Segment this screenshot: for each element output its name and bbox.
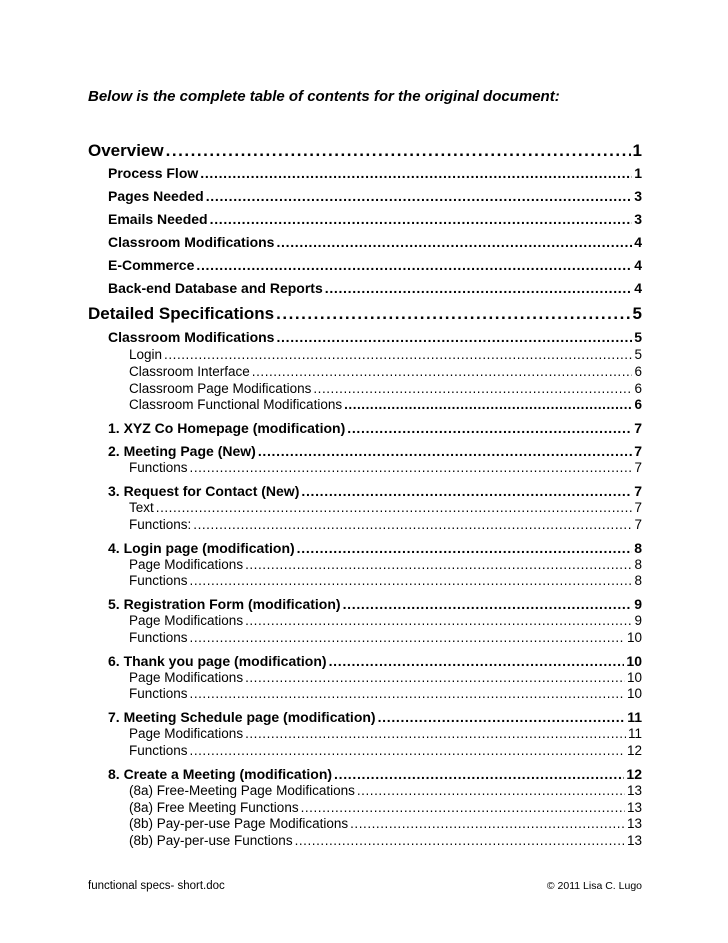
dot-leader [200,165,632,181]
dot-leader [357,783,625,798]
toc-entry-page: 13 [626,816,642,831]
toc-entry-page: 9 [634,596,642,612]
toc-entry-page: 13 [626,800,642,815]
dot-leader [156,500,633,515]
toc-entry-page: 4 [634,234,642,250]
toc-entry-contact-text[interactable] [129,500,642,515]
toc-entry-title: (8a) Free-Meeting Page Modifications [129,783,355,798]
toc-entry-title: E-Commerce [108,257,195,273]
toc-entry-e-commerce[interactable] [108,257,642,273]
footer-copyright: © 2011 Lisa C. Lugo [546,880,642,892]
toc-entry-title: Functions [129,743,188,758]
toc-entry-page: 10 [626,670,642,685]
toc-entry-page: 8 [634,573,642,588]
dot-leader [164,347,632,362]
toc-entry-page: 13 [626,783,642,798]
toc-entry-page: 13 [626,833,642,848]
toc-entry-title: Classroom Modifications [108,329,275,345]
dot-leader [245,726,626,741]
toc-entry-detailed-specifications[interactable] [88,304,642,324]
dot-leader [196,257,632,273]
dot-leader [350,816,625,831]
toc-entry-free-meeting-functions[interactable] [129,800,642,815]
toc-entry-process-flow[interactable] [108,165,642,181]
toc-entry-page: 3 [634,188,642,204]
dot-leader [276,234,632,250]
dot-leader [252,364,633,379]
toc-entry-page: 12 [626,743,642,758]
toc-entry-login[interactable] [129,347,642,362]
toc-entry-title: (8b) Pay-per-use Page Modifications [129,816,349,831]
toc-entry-meeting-schedule-functions[interactable] [129,743,642,758]
toc-entry-title: 4. Login page (modification) [108,540,295,556]
toc-entry-registration-form[interactable] [108,596,642,612]
toc-entry-page: 11 [627,726,642,741]
toc-entry-thank-you-page[interactable] [108,653,642,669]
dot-leader [210,211,633,227]
dot-leader [301,800,625,815]
dot-leader [295,833,625,848]
toc-entry-overview[interactable] [88,141,642,161]
dot-leader [245,613,632,628]
toc-entry-classroom-page-modifications[interactable] [129,381,642,396]
toc-entry-page: 5 [634,347,642,362]
toc-entry-emails-needed[interactable] [108,211,642,227]
toc-entry-page: 4 [634,280,642,296]
dot-leader [190,460,633,475]
toc-entry-title: 6. Thank you page (modification) [108,653,327,669]
dot-leader [166,141,631,161]
toc-entry-pages-needed[interactable] [108,188,642,204]
dot-leader [347,420,632,436]
toc-entry-title: Detailed Specifications [88,304,275,323]
dot-leader [329,653,625,669]
dot-leader [276,329,632,345]
toc-entry-page: 7 [634,460,642,475]
toc-entry-classroom-modifications[interactable] [108,234,642,250]
toc-entry-login-page-modifications[interactable] [129,557,642,572]
toc-entry-title: 1. XYZ Co Homepage (modification) [108,420,346,436]
dot-leader [334,766,624,782]
dot-leader [297,540,633,556]
toc-entry-title: 5. Registration Form (modification) [108,596,341,612]
toc-entry-title: Functions [129,573,188,588]
dot-leader [258,443,632,459]
dot-leader [245,557,632,572]
toc-entry-classroom-modifications-detail[interactable] [108,329,642,345]
toc-entry-title: Page Modifications [129,726,244,741]
toc-entry-page: 6 [634,397,642,412]
toc-entry-page: 10 [626,686,642,701]
dot-leader [344,397,632,412]
toc-entry-title: Page Modifications [129,613,244,628]
dot-leader [245,670,625,685]
toc-entry-request-for-contact[interactable] [108,483,642,499]
toc-entry-pay-per-use-functions[interactable] [129,833,642,848]
dot-leader [343,596,633,612]
toc-entry-classroom-interface[interactable] [129,364,642,379]
dot-leader [325,280,632,296]
toc-entry-title: 8. Create a Meeting (modification) [108,766,333,782]
toc-entry-title: Pages Needed [108,188,204,204]
toc-entry-xyz-homepage[interactable] [108,420,642,436]
toc-entry-title: Page Modifications [129,670,244,685]
toc-entry-title: Classroom Modifications [108,234,275,250]
toc-entry-title: Text [129,500,154,515]
toc-entry-title: Back-end Database and Reports [108,280,323,296]
toc-entry-page: 3 [634,211,642,227]
toc-entry-thank-you-functions[interactable] [129,686,642,701]
toc-entry-title: Process Flow [108,165,199,181]
toc-entry-title: Functions [129,686,188,701]
toc-entry-title: (8a) Free Meeting Functions [129,800,299,815]
dot-leader [276,304,630,324]
toc-entry-title: Functions [129,630,188,645]
toc-entry-free-meeting-page-modifications[interactable] [129,783,642,798]
toc-entry-title: Classroom Interface [129,364,250,379]
toc-entry-page: 5 [634,329,642,345]
toc-entry-registration-page-modifications[interactable] [129,613,642,628]
dot-leader [313,381,632,396]
toc-entry-page: 6 [634,381,642,396]
toc-entry-title: Classroom Page Modifications [129,381,312,396]
toc-entry-page: 6 [634,364,642,379]
toc-entry-title: Page Modifications [129,557,244,572]
toc-entry-page: 7 [634,500,642,515]
toc-entry-title: Classroom Functional Modifications [129,397,343,412]
toc-entry-page: 8 [634,540,642,556]
toc-entry-page: 1 [634,165,642,181]
toc-entry-title: Emails Needed [108,211,208,227]
toc-entry-login-page[interactable] [108,540,642,556]
toc-entry-meeting-page[interactable] [108,443,642,459]
toc-entry-page: 7 [634,483,642,499]
toc-entry-page: 1 [632,141,642,160]
toc-entry-title: 2. Meeting Page (New) [108,443,256,459]
toc-entry-page: 11 [627,709,642,725]
toc-entry-page: 7 [634,420,642,436]
toc-entry-page: 7 [634,517,642,532]
dot-leader [190,686,625,701]
toc-entry-page: 7 [634,443,642,459]
toc-entry-registration-functions[interactable] [129,630,642,645]
toc-entry-title: Functions: [129,517,192,532]
toc-entry-login-functions[interactable] [129,573,642,588]
toc-entry-title: Functions [129,460,188,475]
toc-entry-title: 3. Request for Contact (New) [108,483,300,499]
toc-entry-create-a-meeting[interactable] [108,766,642,782]
toc-entry-title: (8b) Pay-per-use Functions [129,833,293,848]
toc-entry-meeting-schedule-page-modifications[interactable] [129,726,642,741]
toc-entry-thank-you-page-modifications[interactable] [129,670,642,685]
dot-leader [190,573,633,588]
toc-entry-page: 10 [626,653,642,669]
toc-entry-page: 10 [626,630,642,645]
toc-entry-page: 12 [626,766,642,782]
intro-text: Below is the complete table of contents for the original document: [88,88,560,105]
toc-entry-classroom-functional-modifications[interactable] [129,397,642,412]
dot-leader [193,517,632,532]
toc-entry-page: 5 [632,304,642,323]
dot-leader [190,743,625,758]
toc-entry-meeting-functions[interactable] [129,460,642,475]
toc-entry-contact-functions[interactable] [129,517,642,532]
dot-leader [301,483,632,499]
toc-entry-page: 4 [634,257,642,273]
dot-leader [378,709,626,725]
dot-leader [206,188,632,204]
toc-entry-pay-per-use-page-modifications[interactable] [129,816,642,831]
toc-entry-page: 8 [634,557,642,572]
dot-leader [190,630,625,645]
toc-entry-title: 7. Meeting Schedule page (modification) [108,709,376,725]
toc-entry-meeting-schedule-page[interactable] [108,709,642,725]
toc-entry-title: Overview [88,141,164,160]
toc-entry-page: 9 [634,613,642,628]
footer-filename: functional specs- short.doc [88,880,225,892]
toc-entry-back-end-database[interactable] [108,280,642,296]
toc-entry-title: Login [129,347,163,362]
